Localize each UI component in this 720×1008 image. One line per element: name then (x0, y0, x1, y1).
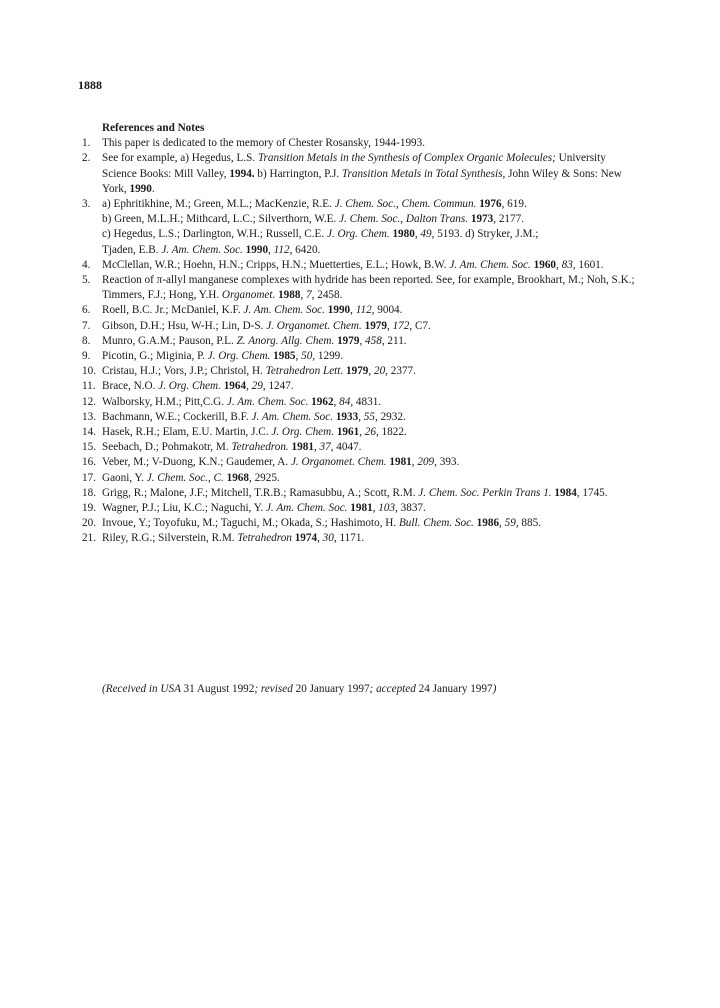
reference-line (102, 471, 642, 486)
reference-text-segment: 1985 (273, 350, 296, 363)
reference-number: 3. (82, 198, 91, 211)
reference-body (102, 303, 642, 318)
reference-text-segment: , 1601. (572, 258, 604, 271)
reference-number: 7. (82, 319, 91, 332)
reference-text-segment: 1964 (223, 380, 247, 393)
reference-text-segment: , (359, 426, 365, 439)
reference-number: 16. (82, 456, 96, 469)
reference-text-segment: 1984 (554, 486, 577, 499)
reference-item (82, 364, 642, 379)
reference-text-segment: a) Ephritikhine, M.; Green, M.L.; MacKenzie, R.E. (102, 198, 335, 211)
reference-text-segment: 55 (363, 410, 375, 423)
reference-text-segment: , 2458. (311, 289, 343, 302)
accepted-label: accepted (376, 683, 416, 695)
reference-text-segment: , (556, 258, 562, 271)
received-line: (Received in USA 31 August 1992; revised 20 January 1997; accepted 24 January 1997) (102, 683, 497, 695)
reference-text-segment: J. Org. Chem. (158, 380, 221, 393)
reference-number: 19. (82, 502, 96, 515)
reference-text-segment: Veber, M.; V-Duong, K.N.; Gaudemer, A. (102, 456, 291, 469)
reference-line (102, 212, 642, 227)
reference-item (82, 319, 642, 334)
reference-text-segment: Z. Anorg. Allg. Chem. (236, 334, 335, 347)
reference-item (82, 440, 642, 455)
reference-body (102, 349, 642, 364)
reference-body (102, 319, 642, 334)
reference-text-segment: McClellan, W.R.; Hoehn, H.N.; Cripps, H.N.; Muetterties, E.L.; Howk, B.W. (102, 258, 450, 271)
reference-body (102, 364, 642, 379)
reference-text-segment: 1994. (229, 167, 255, 180)
reference-text-segment: Tetrahedron (237, 532, 292, 545)
reference-line (102, 516, 642, 531)
reference-number: 6. (82, 304, 91, 317)
reference-item (82, 334, 642, 349)
reference-line (102, 455, 642, 470)
page-number: 1888 (78, 78, 102, 92)
reference-text-segment: , 885. (515, 517, 541, 530)
reference-number: 18. (82, 486, 96, 499)
reference-text-segment: See for example, a) Hegedus, L.S. (102, 152, 258, 165)
reference-item (82, 486, 642, 501)
revised-date: 20 January 1997 (295, 683, 370, 695)
reference-text-segment: , (372, 502, 379, 515)
reference-body (102, 151, 642, 197)
reference-line (102, 303, 642, 318)
received-date: 31 August 1992 (183, 683, 255, 695)
reference-body (102, 410, 642, 425)
reference-text-segment: 1981 (350, 502, 373, 515)
revised-label: revised (260, 683, 293, 695)
reference-number: 20. (82, 517, 96, 530)
reference-text-segment: , (333, 395, 340, 408)
reference-text-segment: 209 (417, 456, 435, 469)
reference-body (102, 273, 642, 303)
reference-text-segment: 50 (301, 350, 313, 363)
reference-body (102, 486, 642, 501)
reference-body (102, 425, 642, 440)
reference-text-segment: J. Org. Chem. (207, 350, 271, 363)
reference-text-segment: 84 (339, 395, 351, 408)
reference-text-segment: , (268, 243, 274, 256)
reference-text-segment: 26 (364, 426, 376, 439)
reference-line (102, 501, 642, 516)
reference-text-segment: This paper is dedicated to the memory of Chester Rosansky, 1944-1993. (102, 137, 426, 150)
reference-text-segment: , 9004. (371, 304, 403, 317)
reference-text-segment: 83 (561, 258, 573, 271)
reference-text-segment: 7 (306, 289, 312, 302)
reference-number: 2. (82, 152, 91, 165)
reference-text-segment: , 1745. (576, 486, 608, 499)
reference-list (82, 136, 642, 546)
reference-text-segment: , 5193. d) Stryker, J.M.; (431, 228, 539, 241)
reference-text-segment: Wagner, P.J.; Liu, K.C.; Naguchi, Y. (102, 502, 266, 515)
reference-item (82, 471, 642, 486)
reference-text-segment: J. Am. Chem. Soc. (243, 304, 325, 317)
reference-text-segment: 1974 (294, 532, 318, 545)
reference-text-segment: J. Am. Chem. Soc. (251, 410, 334, 423)
reference-text-segment: , 2377. (385, 365, 416, 378)
reference-text-segment: 29 (251, 380, 263, 393)
reference-text-segment: 1933 (335, 410, 359, 423)
reference-line (102, 486, 642, 501)
reference-text-segment: , 1247. (262, 380, 294, 393)
reference-line (102, 395, 642, 410)
reference-line (102, 273, 642, 303)
reference-text-segment: 1990 (245, 243, 269, 256)
reference-text-segment: 458 (365, 334, 382, 347)
reference-body (102, 471, 642, 486)
reference-text-segment: , 2925. (248, 471, 280, 484)
reference-item (82, 197, 642, 258)
reference-text-segment: 30 (322, 532, 334, 545)
reference-body (102, 395, 642, 410)
reference-item (82, 531, 642, 546)
reference-text-segment: 1961 (336, 426, 360, 439)
reference-text-segment: , (368, 365, 374, 378)
reference-item (82, 395, 642, 410)
reference-body (102, 455, 642, 470)
reference-text-segment: . (151, 182, 155, 195)
reference-text-segment: Organomet. (221, 289, 276, 302)
reference-text-segment: 1962 (311, 395, 334, 408)
reference-body (102, 501, 642, 516)
reference-text-segment: 1980 (392, 228, 415, 241)
reference-text-segment: Walborsky, H.M.; Pitt,C.G. (102, 395, 227, 408)
reference-line (102, 349, 642, 364)
reference-number: 9. (82, 350, 91, 363)
reference-text-segment: J. Organomet. Chem. (266, 319, 362, 332)
reference-text-segment: J. Chem. Soc., Dalton Trans. (339, 213, 469, 226)
reference-text-segment: Bachmann, W.E.; Cockerill, B.F. (102, 410, 252, 423)
received-in-label: Received in USA (105, 683, 181, 695)
reference-number: 13. (82, 410, 96, 423)
reference-number: 10. (82, 365, 96, 378)
reference-line (102, 227, 642, 242)
reference-text-segment: 1981 (389, 456, 412, 469)
reference-text-segment: J. Org. Chem. (326, 228, 390, 241)
reference-text-segment: J. Am. Chem. Soc. (226, 395, 309, 408)
reference-text-segment: , (414, 228, 421, 241)
reference-text-segment: J. Chem. Soc. Perkin Trans 1. (418, 486, 552, 499)
reference-text-segment: Tetrahedron. (231, 441, 289, 454)
reference-text-segment: Invoue, Y.; Toyofuku, M.; Taguchi, M.; Okada, S.; Hashimoto, H. (102, 517, 399, 530)
reference-text-segment: , 211. (381, 334, 407, 347)
reference-text-segment: John Wiley & Sons: New York, (102, 167, 622, 195)
reference-text-segment: Transition Metals in Total Synthesis, (341, 167, 506, 180)
reference-line (102, 319, 642, 334)
reference-number: 8. (82, 334, 91, 347)
reference-item (82, 258, 642, 273)
reference-text-segment: Tjaden, E.B. (102, 243, 162, 256)
reference-text-segment: Brace, N.O. (102, 380, 159, 393)
reference-line (102, 531, 642, 546)
reference-text-segment: Roell, B.C. Jr.; McDaniel, K.F. (102, 304, 244, 317)
reference-text-segment: 1988 (278, 289, 301, 302)
reference-number: 21. (82, 532, 96, 545)
reference-text-segment: , (350, 304, 356, 317)
reference-body (102, 379, 642, 394)
reference-line (102, 197, 642, 212)
reference-text-segment: University Science Books: Mill Valley, (102, 152, 606, 180)
reference-text-segment: , 2177. (493, 213, 524, 226)
reference-text-segment: 112 (273, 243, 290, 256)
reference-number: 4. (82, 258, 91, 271)
reference-item (82, 455, 642, 470)
reference-text-segment: c) Hegedus, L.S.; Darlington, W.H.; Russell, C.E. (102, 228, 327, 241)
reference-body (102, 197, 642, 258)
reference-text-segment: , 619. (501, 198, 527, 211)
reference-line (102, 136, 642, 151)
reference-text-segment: Gaoni, Y. (102, 471, 147, 484)
reference-text-segment: J. Am. Chem. Soc. (265, 502, 348, 515)
reference-body (102, 258, 642, 273)
reference-text-segment: b) Harrington, P.J. (254, 167, 342, 180)
reference-text-segment: 1990 (129, 182, 152, 195)
reference-text-segment: , (499, 517, 505, 530)
reference-line (102, 258, 642, 273)
reference-text-segment: 49 (420, 228, 432, 241)
reference-text-segment: 1979 (364, 319, 387, 332)
reference-text-segment: 1979 (346, 365, 369, 378)
reference-text-segment: 1973 (470, 213, 494, 226)
reference-item (82, 151, 642, 197)
reference-number: 17. (82, 471, 96, 484)
reference-text-segment: Cristau, H.J.; Vors, J.P.; Christol, H. (102, 365, 266, 378)
reference-line (102, 243, 642, 258)
reference-line (102, 364, 642, 379)
reference-line (102, 410, 642, 425)
reference-line (102, 379, 642, 394)
reference-text-segment: J. Organomet. Chem. (290, 456, 387, 469)
reference-number: 15. (82, 441, 96, 454)
reference-item (82, 273, 642, 303)
reference-text-segment: Bull. Chem. Soc. (398, 517, 474, 530)
reference-text-segment: , (411, 456, 418, 469)
reference-text-segment: Transition Metals in the Synthesis of Complex Organic Molecules; (257, 152, 556, 165)
reference-item (82, 501, 642, 516)
reference-body (102, 334, 642, 349)
reference-text-segment: , C7. (409, 319, 431, 332)
reference-text-segment: 172 (392, 319, 410, 332)
reference-text-segment: 20 (373, 365, 386, 378)
reference-text-segment: , 1822. (375, 426, 407, 439)
reference-number: 11. (82, 380, 96, 393)
reference-item (82, 303, 642, 318)
reference-line (102, 334, 642, 349)
reference-line (102, 151, 642, 197)
reference-text-segment: , (317, 532, 323, 545)
reference-text-segment: , (386, 319, 393, 332)
reference-line (102, 440, 642, 455)
reference-body (102, 440, 642, 455)
reference-number: 5. (82, 274, 91, 287)
reference-body (102, 136, 642, 151)
reference-item (82, 425, 642, 440)
reference-text-segment: Gibson, D.H.; Hsu, W-H.; Lin, D-S. (102, 319, 267, 332)
reference-text-segment: , (295, 350, 302, 363)
reference-text-segment: 1981 (291, 441, 314, 454)
references-section (82, 121, 642, 547)
reference-text-segment: , 1299. (312, 350, 344, 363)
reference-text-segment: 112 (355, 304, 372, 317)
reference-text-segment: Riley, R.G.; Silverstein, R.M. (102, 532, 238, 545)
reference-number: 12. (82, 395, 96, 408)
reference-text-segment: , 6420. (289, 243, 321, 256)
reference-text-segment: , (359, 334, 366, 347)
reference-text-segment: , 2932. (374, 410, 406, 423)
reference-body (102, 516, 642, 531)
reference-text-segment: Reaction of π-allyl manganese complexes with hydride has been reported. See, for example, Brookhart, M.; Noh, S.K.; Timmers, F.J.; Hong, Y.H. (102, 274, 635, 302)
reference-text-segment: J. Am. Chem. Soc. (449, 258, 531, 271)
reference-text-segment: Picotin, G.; Miginia, P. (102, 350, 208, 363)
reference-text-segment: 1960 (533, 258, 556, 271)
reference-item (82, 379, 642, 394)
reference-item (82, 136, 642, 151)
reference-text-segment: 1968 (226, 471, 249, 484)
reference-text-segment: , (300, 289, 307, 302)
reference-text-segment: J. Chem. Soc., C. (146, 471, 224, 484)
reference-text-segment: 59 (504, 517, 516, 530)
reference-text-segment: , 1171. (333, 532, 365, 545)
reference-text-segment: J. Chem. Soc., Chem. Commun. (334, 198, 477, 211)
reference-item (82, 349, 642, 364)
reference-number: 14. (82, 426, 96, 439)
reference-text-segment: , (358, 410, 364, 423)
reference-text-segment: 1986 (476, 517, 500, 530)
reference-text-segment: 103 (378, 502, 396, 515)
reference-text-segment: , (313, 441, 320, 454)
reference-body (102, 531, 642, 546)
reference-text-segment: Hasek, R.H.; Elam, E.U. Martin, J.C. (102, 426, 272, 439)
reference-text-segment: 1979 (337, 334, 360, 347)
accepted-date: 24 January 1997 (418, 683, 493, 695)
references-heading: References and Notes (102, 122, 205, 134)
reference-item (82, 410, 642, 425)
reference-text-segment: Tetrahedron Lett. (265, 365, 344, 378)
reference-text-segment: J. Am. Chem. Soc. (161, 243, 243, 256)
reference-text-segment: , 393. (434, 456, 460, 469)
reference-number: 1. (82, 137, 91, 150)
reference-text-segment: , 3837. (395, 502, 426, 515)
reference-text-segment: 37 (319, 441, 331, 454)
reference-text-segment: 1976 (479, 198, 502, 211)
reference-text-segment: 1990 (327, 304, 351, 317)
reference-text-segment: Seebach, D.; Pohmakotr, M. (102, 441, 232, 454)
reference-item (82, 516, 642, 531)
reference-text-segment: , 4047. (330, 441, 362, 454)
reference-text-segment: J. Org. Chem. (271, 426, 335, 439)
reference-line (102, 425, 642, 440)
reference-text-segment: Grigg, R.; Malone, J.F.; Mitchell, T.R.B.; Ramasubbu, A.; Scott, R.M. (102, 486, 419, 499)
reference-text-segment: , (246, 380, 252, 393)
reference-text-segment: , 4831. (350, 395, 382, 408)
reference-text-segment: b) Green, M.L.H.; Mithcard, L.C.; Silverthorn, W.E. (102, 213, 340, 226)
reference-text-segment: Munro, G.A.M.; Pauson, P.L. (102, 334, 237, 347)
